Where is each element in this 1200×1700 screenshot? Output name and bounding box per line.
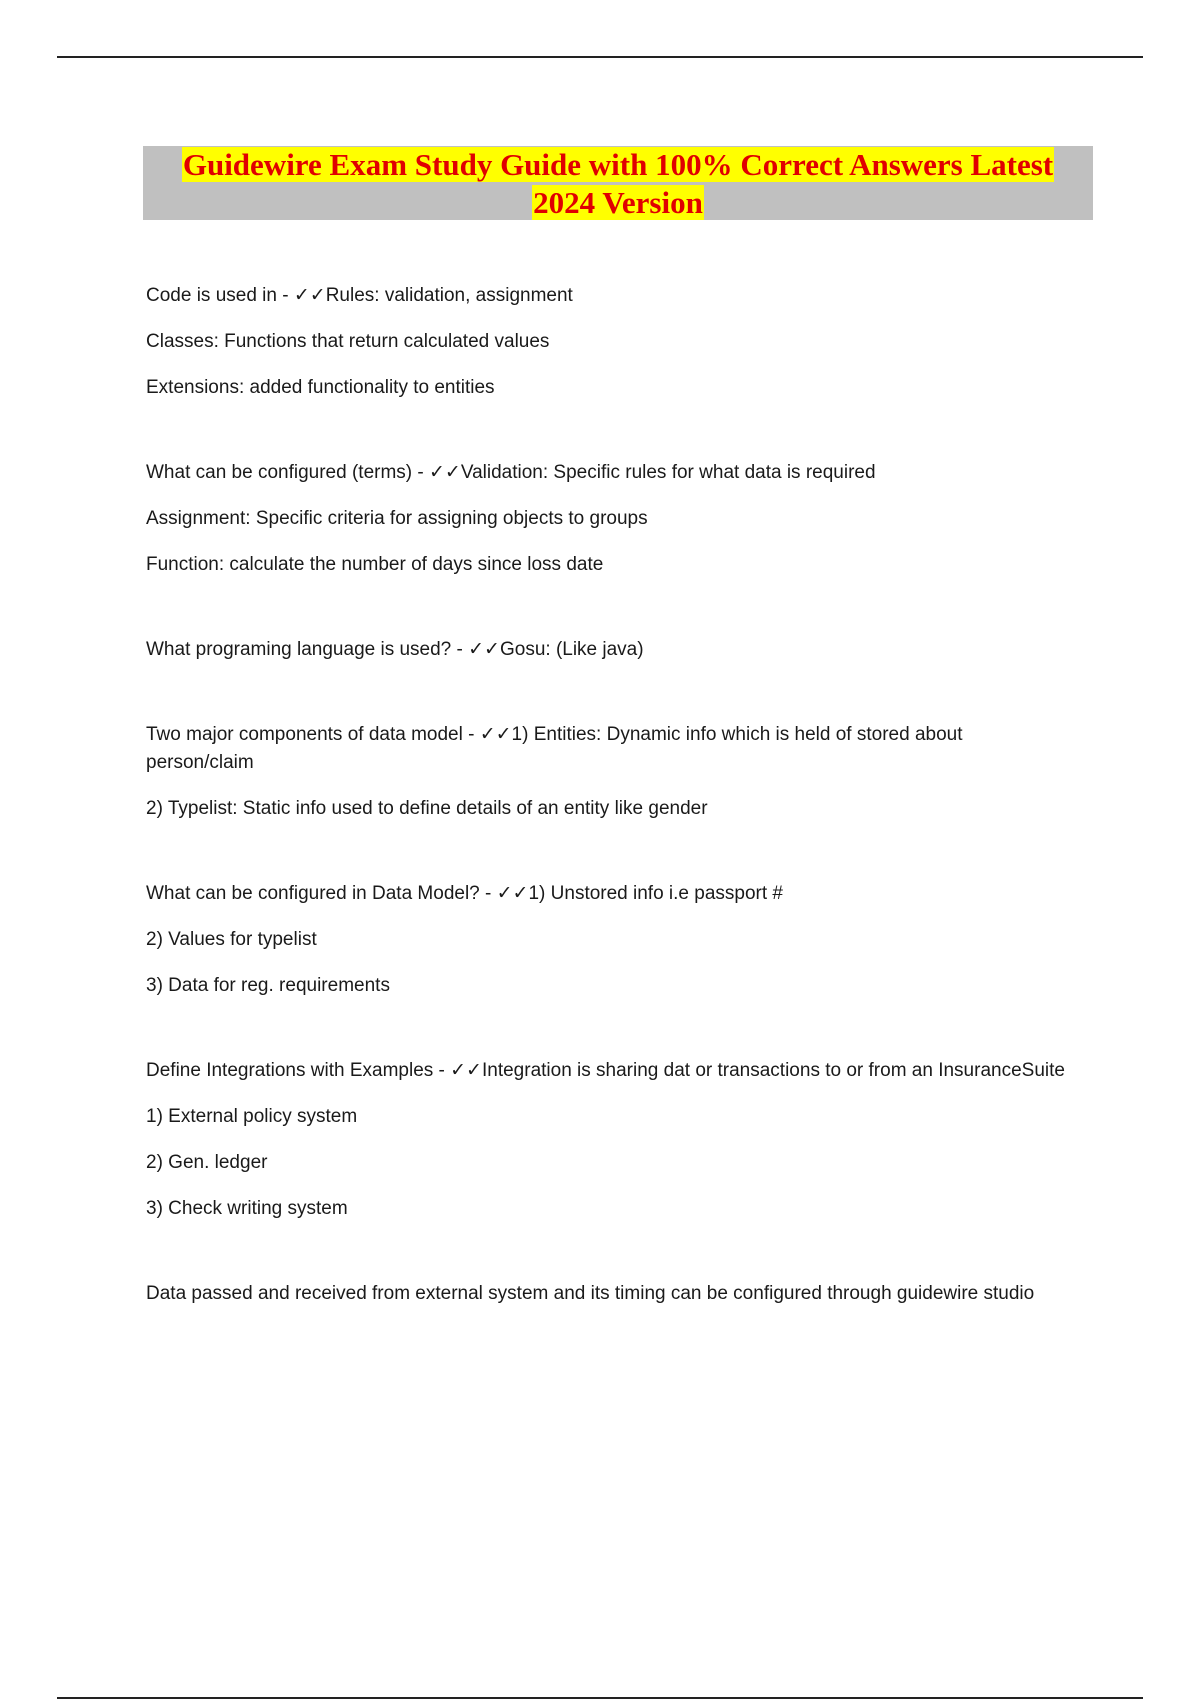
title-line-1: Guidewire Exam Study Guide with 100% Correct Answers Latest: [182, 147, 1054, 182]
qa-answer-line: 1) External policy system: [146, 1106, 358, 1127]
qa-question: Define Integrations with Examples - ✓✓Integration is sharing dat or transactions to or from an InsuranceSuite: [146, 1060, 1065, 1081]
qa-block-code-usage: [146, 282, 1066, 402]
qa-block-programming-language: [146, 636, 1066, 664]
top-rule: [57, 56, 1143, 58]
qa-question: What programing language is used? - ✓✓Gosu: (Like java): [146, 639, 644, 660]
qa-question: Two major components of data model - ✓✓1) Entities: Dynamic info which is held of stored about person/claim: [146, 724, 963, 773]
qa-statement: Data passed and received from external system and its timing can be configured through guidewire studio: [146, 1283, 1035, 1304]
qa-block-external-data: [146, 1280, 1066, 1308]
qa-block-data-model-config: [146, 880, 1066, 1000]
qa-answer-line: 2) Typelist: Static info used to define details of an entity like gender: [146, 798, 708, 819]
qa-answer-line: 3) Data for reg. requirements: [146, 975, 390, 996]
qa-question: Code is used in - ✓✓Rules: validation, assignment: [146, 285, 573, 306]
qa-question: What can be configured (terms) - ✓✓Validation: Specific rules for what data is required: [146, 462, 876, 483]
qa-answer-line: 2) Gen. ledger: [146, 1152, 268, 1173]
qa-answer-line: 3) Check writing system: [146, 1198, 348, 1219]
qa-block-configured-terms: [146, 459, 1066, 579]
document-title: [143, 146, 1093, 220]
qa-question: What can be configured in Data Model? - ✓✓1) Unstored info i.e passport #: [146, 883, 784, 904]
qa-block-data-model-components: [146, 721, 1066, 823]
title-line-2: 2024 Version: [533, 185, 703, 220]
qa-answer-line: Assignment: Specific criteria for assigning objects to groups: [146, 508, 648, 529]
qa-answer-line: 2) Values for typelist: [146, 929, 317, 950]
qa-block-integrations: [146, 1057, 1066, 1223]
bottom-rule: [57, 1697, 1143, 1699]
study-guide-content: [146, 282, 1066, 1326]
qa-answer-line: Classes: Functions that return calculated values: [146, 331, 550, 352]
qa-answer-line: Function: calculate the number of days since loss date: [146, 554, 604, 575]
qa-answer-line: Extensions: added functionality to entities: [146, 377, 495, 398]
